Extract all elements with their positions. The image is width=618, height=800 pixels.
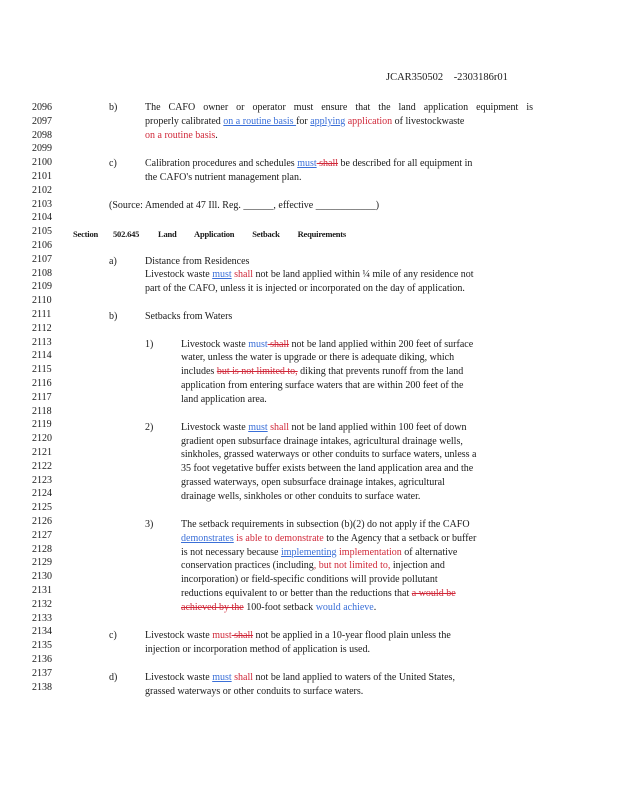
line-number: 2098 [32,129,52,141]
line-number: 2133 [32,612,52,624]
insert-applying: applying [310,116,346,127]
section-word: Section [73,229,99,239]
label-c-calibration: c) [109,158,117,169]
label-item2: 2) [145,422,154,433]
para-a2-heading: Distance from Residences [145,256,250,267]
section-number: 502.645 [113,229,140,239]
line-number: 2138 [32,681,52,693]
item3-line4: conservation practices (including, but not limited to, injection and [181,560,445,571]
document-code: JCAR350502 [386,72,444,83]
line-number: 2104 [32,212,52,224]
line-number: 2110 [32,295,52,307]
insert-routine-basis: on a routine basis [223,116,297,127]
line-number: 2112 [32,322,52,334]
line-number: 2127 [32,529,52,541]
para-d2-line2: grassed waterways or other conduits to surface waters. [145,686,364,697]
item1-line2: water, unless the water is upgrade or there is adequate diking, which [181,352,455,363]
item3-line5: incorporation) or field-specific conditions will provide pollutant [181,574,438,585]
line-number: 2120 [32,433,52,445]
item2-line1: Livestock waste must shall not be land applied within 100 feet of down [181,422,467,433]
line-number: 2102 [32,184,52,196]
item1-line5: land application area. [181,394,267,405]
section-title: Land Application Setback Requirements [158,229,347,239]
line-number: 2109 [32,281,52,293]
line-number: 2118 [32,405,52,417]
item3-line3: is not necessary because implementing implementation of alternative [181,547,458,558]
line-number: 2106 [32,240,52,251]
para-c2-line2: injection or incorporation method of application is used. [145,644,370,655]
para-c1-line1: Calibration procedures and schedules must shall be described for all equipment in [145,158,473,169]
line-number: 2134 [32,626,52,638]
line-number: 2101 [32,171,52,182]
label-b-equipment: b) [109,102,118,113]
line-number: 2114 [32,350,52,362]
item1-line3: includes but is not limited to, diking that prevents runoff from the land [181,366,464,377]
line-number: 2105 [32,226,52,238]
line-number: 2128 [32,543,52,555]
line-number: 2122 [32,460,52,472]
document-header [386,72,508,84]
line-number: 2130 [32,571,52,583]
line-number: 2111 [32,309,52,320]
line-number: 2119 [32,419,52,431]
para-b2-heading: Setbacks from Waters [145,311,233,322]
line-number: 2103 [32,198,52,210]
line-number: 2108 [32,267,52,279]
delete-application: application [345,116,393,127]
line-number: 2126 [32,516,52,527]
para-b1-line2: properly calibrated on a routine basis for applying application of livestockwaste [145,116,465,127]
line-number: 2132 [32,598,52,610]
para-a2-line1: Livestock waste must shall not be land applied within ¼ mile of any residence not [145,269,474,280]
para-b1-line3: on a routine basis. [145,130,218,141]
line-number: 2135 [32,640,52,652]
line-number: 2129 [32,557,52,569]
label-d-waters: d) [109,672,118,683]
item2-line3: sinkholes, grassed waterways or other conduits to surface waters, unless a [181,449,477,460]
item3-line2: demonstrates is able to demonstrate to the Agency that a setback or buffer [181,533,477,544]
item2-line4: 35 foot vegetative buffer exists between the land application area and the [181,463,474,474]
item2-line2: gradient open subsurface drainage intakes, agricultural drainage wells, [181,436,463,447]
line-number: 2123 [32,474,52,486]
label-a-residences: a) [109,256,117,267]
line-number: 2100 [32,157,52,169]
item3-line1: The setback requirements in subsection (b)(2) do not apply if the CAFO [181,519,470,530]
label-item3: 3) [145,519,154,530]
line-number: 2097 [32,115,52,127]
line-number: 2124 [32,488,52,500]
line-number: 2136 [32,654,52,665]
line-number: 2121 [32,447,52,458]
document-revision: -2303186r01 [453,72,508,83]
line-number: 2099 [32,143,52,155]
item3-line6: reductions equivalent to or better than the reductions that a would be [181,588,456,599]
para-c1-line2: the CAFO's nutrient management plan. [145,172,302,183]
line-number: 2137 [32,667,52,679]
item1-line1: Livestock waste must shall not be land applied within 200 feet of surface [181,339,474,350]
label-c-floodplain: c) [109,630,117,641]
delete-routine-basis: on a routine basis [145,130,216,141]
line-number: 2107 [32,253,52,265]
line-number: 2115 [32,364,52,376]
para-c2-line1: Livestock waste must shall not be applied in a 10-year flood plain unless the [145,630,451,641]
item1-line4: application from entering surface waters that are within 200 feet of the [181,380,464,391]
para-d2-line1: Livestock waste must shall not be land applied to waters of the United States, [145,672,455,683]
item2-line5: grassed waterways, open subsurface drainage intakes, agricultural [181,477,445,488]
line-number: 2096 [32,102,52,113]
line-number: 2125 [32,502,52,514]
para-b1-line1: The CAFO owner or operator must ensure that the land application equipment is [145,102,533,113]
line-number: 2116 [32,378,52,389]
item3-line7: achieved by the 100-foot setback would achieve. [181,602,377,613]
line-number: 2117 [32,391,52,403]
item2-line6: drainage wells, sinkholes or other conduits to surface water. [181,491,421,502]
para-a2-line2: part of the CAFO, unless it is injected or incorporated on the day of application. [145,283,465,294]
label-item1: 1) [145,339,154,350]
line-number: 2131 [32,585,52,596]
source-note: (Source: Amended at 47 Ill. Reg. ______, effective ____________) [109,200,380,211]
line-number: 2113 [32,336,52,348]
label-b-setbacks: b) [109,311,118,322]
